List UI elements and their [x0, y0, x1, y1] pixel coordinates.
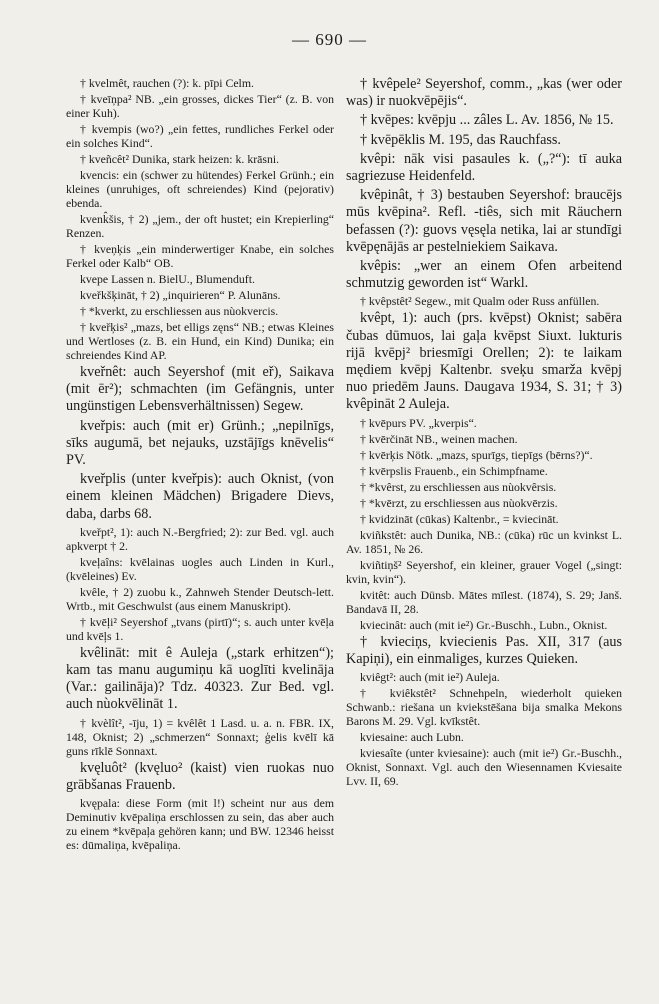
dictionary-entry: kviñtiņš² Seyershof, ein kleiner, grauer Vogel („singt: kvin, kvin“).	[346, 557, 622, 586]
dictionary-entry: † kveřķis² „mazs, bet elligs zęns“ NB.; etwas Kleines und Wertloses (z. B. ein Hund, ein Kind) Dunika; ein schreiendes Kind AP.	[66, 320, 334, 362]
dictionary-entry: † kvēpurs PV. „kverpis“.	[360, 415, 477, 430]
dictionary-entry: kvitêt: auch Dünsb. Mātes mīlest. (1874), S. 29; Janš. Bandavā II, 28.	[346, 587, 622, 616]
dictionary-entry: † kvērčināt NB., weinen machen.	[360, 431, 518, 446]
dictionary-entry: kvępala: diese Form (mit l!) scheint nur aus dem Deminutiv kvēpaliņa erschlossen zu sein, das aber auch zu einem *kvēpaļa gehören kann; und BW. 12346 heisst es: dūmaliņa, kvēpaliņa.	[66, 796, 334, 853]
dictionary-entry: kviñkstêt: auch Dunika, NB.: (cūka) rūc un kvinkst L. Av. 1851, № 26.	[346, 527, 622, 556]
dictionary-entry: † kvidzināt (cūkas) Kaltenbr., = kviecināt.	[360, 511, 559, 526]
dictionary-entry: † kvêpele² Seyershof, comm., „kas (wer oder was) ir nuokvēpējis“.	[346, 76, 622, 110]
dictionary-entry: † kvēpes: kvēpju ... zâles L. Av. 1856, № 15.	[360, 112, 614, 129]
dictionary-entry: kvencis: ein (schwer zu hütendes) Ferkel Grünh.; ein kleines (unruhiges, oft schreiendes) Kind (pejorativ) ebenda.	[66, 168, 334, 210]
dictionary-entry: † kvērpslis Frauenb., ein Schimpfname.	[360, 463, 548, 478]
dictionary-entry: † kveņķis „ein minderwertiger Knabe, ein solches Ferkel oder Kalb“ OB.	[66, 242, 334, 270]
dictionary-entry: † kvempis (wo?) „ein fettes, rundliches Ferkel oder ein solches Kind“.	[66, 122, 334, 150]
dictionary-entry: † kveīņpa² NB. „ein grosses, dickes Tier“ (z. B. von einer Kuh).	[66, 92, 334, 120]
dictionary-entry: kveřplis (unter kveřpis): auch Oknist, (von einem kleinen Mädchen) Brigadere Dievs, daba, darbs 68.	[66, 471, 334, 522]
dictionary-entry: kvenk̂šis, † 2) „jem., der oft hustet; ein Krepierling“ Renzen.	[66, 212, 334, 240]
dictionary-entry: † kvelmêt, rauchen (?): k. pīpi Celm.	[80, 76, 254, 90]
page-number: — 690 —	[292, 30, 367, 49]
dictionary-entry: kvêlināt: mit ê Auleja („stark erhitzen“); kam tas manu augumiņu kā uoglīti kvelināja (Var.: gailināja)? Tdz. 40323. Zur Bed. vgl. auch nùokvēlināt 1.	[66, 644, 334, 713]
dictionary-entry: † kvēpēklis M. 195, das Rauchfass.	[360, 131, 561, 148]
dictionary-entry: kvêpinât, † 3) bestauben Seyershof: braucējs mūs kvēpina². Refl. -tiês, sich mit Räuchern befassen (?): guovs vęsęla netika, lai ar stundīgi kvēpęnājās ar pestelniekiem Saikava.	[346, 187, 622, 255]
dictionary-entry: † *kvērzt, zu erschliessen aus nùokvērzis.	[360, 495, 558, 510]
dictionary-entry: † kveñcêt² Dunika, stark heizen: k. krāsni.	[80, 152, 280, 166]
dictionary-entry: † kviêkstêt² Schnehpeln, wiederholt quieken Schwanb.: riešana un kviekstēšana bija smalka Mekons Barons M. 29. Vgl. kvīkstêt.	[346, 686, 622, 729]
dictionary-entry: † kvēļi² Seyershof „tvans (pirtī)“; s. auch unter kvēļa und kvēļs 1.	[66, 614, 334, 643]
dictionary-entry: kviêgt²: auch (mit ie²) Auleja.	[360, 670, 500, 685]
dictionary-entry: kviesaine: auch Lubn.	[360, 730, 464, 745]
dictionary-entry: † *kverkt, zu erschliessen aus nùokvercis.	[80, 304, 279, 318]
dictionary-entry: † kvieciņs, kviecienis Pas. XII, 317 (aus Kapiņi), ein einmaliges, kurzes Quieken.	[346, 633, 622, 667]
dictionary-entry: kveřkšķināt, † 2) „inquirieren“ P. Alunāns.	[80, 288, 281, 302]
dictionary-entry: kviesaîte (unter kviesaine): auch (mit ie²) Gr.-Buschh., Oknist, Sonnaxt. Vgl. auch den Wiesennamen Kviesaite Lvv. II, 69.	[346, 746, 622, 789]
dictionary-entry: kveļaîns: kvēlainas uogles auch Linden in Kurl., (kvēleines) Ev.	[66, 554, 334, 583]
right-column	[346, 76, 622, 790]
dictionary-entry: † *kvêrst, zu erschliessen aus nùokvêrsis.	[360, 479, 557, 494]
dictionary-entry: kveřpt², 1): auch N.-Bergfried; 2): zur Bed. vgl. auch apkverpt † 2.	[66, 524, 334, 553]
dictionary-entry: † kvèlît², -īju, 1) = kvêlêt 1 Lasd. u. a. n. FBR. IX, 148, Oknist; 2) „schmerzen“ Sonnaxt; ģelis kvēlī kā guns rīklē Sonnaxt.	[66, 715, 334, 758]
dictionary-entry: kvêpi: nāk visi pasaules k. („?“): tī auka sagriezuse Heidenfeld.	[346, 150, 622, 185]
dictionary-entry: kvêle, † 2) zuobu k., Zahnweh Stender Deutsch-lett. Wrtb., mit Geschwulst (aus einem Manuskript).	[66, 584, 334, 613]
dictionary-entry: kvęluôt² (kvęluo² (kaist) vien ruokas nuo grābšanas Frauenb.	[66, 759, 334, 793]
dictionary-entry: kveřpis: auch (mit er) Grünh.; „nepilnīgs, sīks augumā, bet nejauks, uzstājīgs knēvelis“ PV.	[66, 417, 334, 469]
dictionary-entry: † kvērķis Nötk. „mazs, spurīgs, tiepīgs (bērns?)“.	[360, 447, 593, 462]
dictionary-entry: kviecinât: auch (mit ie²) Gr.-Buschh., Lubn., Oknist.	[360, 617, 608, 632]
dictionary-entry: † kvêpstêt² Segew., mit Qualm oder Russ anfüllen.	[360, 294, 600, 309]
dictionary-entry: kvepe Lassen n. BielU., Blumenduft.	[80, 272, 255, 286]
left-column	[66, 76, 334, 854]
dictionary-entry: kvêpt, 1): auch (prs. kvēpst) Oknist; sabēra čubas dūmuos, lai gaļa kvēpst Siuxt. lukturis rijā kvēpj² briesmīgi Orellen; 2): te laikam mędiem kvēpj Kaltenbr. sveķu smarža kvēpj nuo priedēm Jauns. Daugava 1934, S. 31; † 3) kvêpināt 2 Auleja.	[346, 310, 622, 413]
dictionary-entry: kvêpis: „wer an einem Ofen arbeitend schmutzig geworden ist“ Warkl.	[346, 258, 622, 292]
dictionary-entry: kveřnêt: auch Seyershof (mit eř), Saikava (mit ēr²); schmachten (im Gefängnis, unter ungünstigen Lebensverhältnissen) Segew.	[66, 364, 334, 415]
